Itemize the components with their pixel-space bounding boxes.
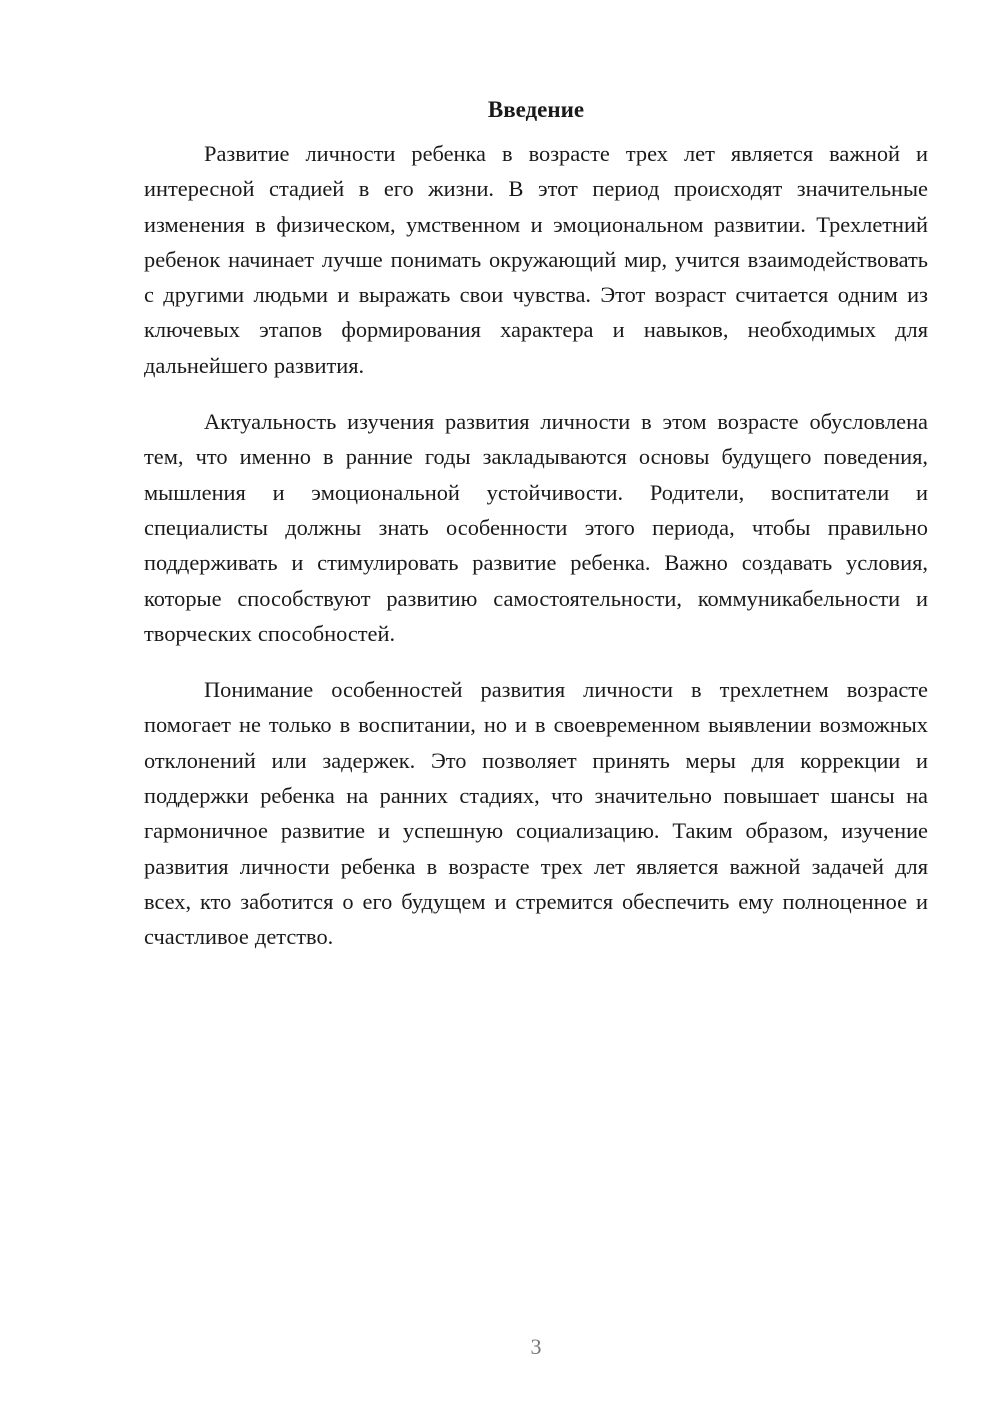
paragraph-1: Развитие личности ребенка в возрасте трех лет является важной и интересной стадией в его жизни. В этот период происходят значительные изменения в физическом, умственном и эмоциональном развитии. Трехлетний ребенок начинает лучше понимать окружающий мир, учится взаимодействовать с другими людьми и выражать свои чувства. Этот возраст считается одним из ключевых этапов формирования характера и навыков, необходимых для дальнейшего развития. [144, 141, 928, 378]
paragraph-3: Понимание особенностей развития личности в трехлетнем возрасте помогает не только в воспитании, но и в своевременном выявлении возможных отклонений или задержек. Это позволяет принять меры для коррекции и поддержки ребенка на ранних стадиях, что значительно повышает шансы на гармоничное развитие и успешную социализацию. Таким образом, изучение развития личности ребенка в возрасте трех лет является важной задачей для всех, кто заботится о его будущем и стремится обеспечить ему полноценное и счастливое детство. [144, 677, 928, 950]
paragraph-2: Актуальность изучения развития личности в этом возрасте обусловлена тем, что именно в ранние годы закладываются основы будущего поведения, мышления и эмоциональной устойчивости. Родители, воспитатели и специалисты должны знать особенности этого периода, чтобы правильно поддерживать и стимулировать развитие ребенка. Важно создавать условия, которые способствуют развитию самостоятельности, коммуникабельности и творческих способностей. [144, 409, 928, 646]
section-title: Введение [487, 97, 585, 122]
document-body [144, 94, 928, 976]
page-number: 3 [530, 1334, 542, 1359]
